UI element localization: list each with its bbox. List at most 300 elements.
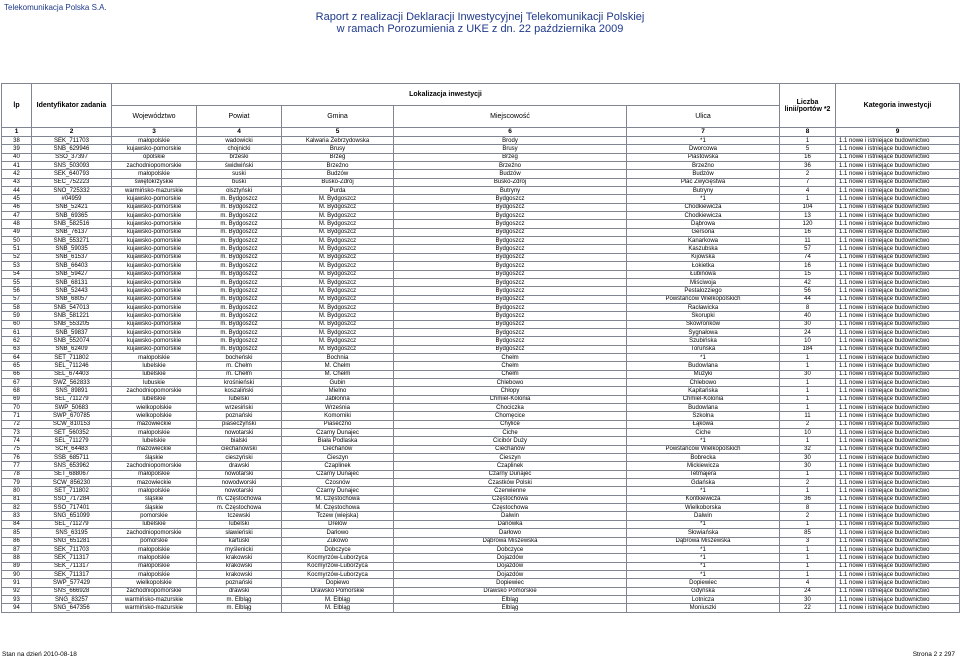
cell-lp: 83 bbox=[2, 512, 32, 520]
cell-liczba: 56 bbox=[780, 287, 836, 295]
cell-powiat: piaseczyński bbox=[197, 420, 282, 428]
cell-kategoria: 1.1 nowe i istniejące budownictwo bbox=[836, 504, 960, 512]
cell-gmina: M. Bydgoszcz bbox=[282, 245, 394, 253]
cell-powiat: wadowicki bbox=[197, 137, 282, 145]
cell-miejscowosc: Czerwienne bbox=[394, 487, 627, 495]
cell-powiat: chojnicki bbox=[197, 145, 282, 153]
cell-gmina: M. Bydgoszcz bbox=[282, 195, 394, 203]
cell-kategoria: 1.1 nowe i istniejące budownictwo bbox=[836, 570, 960, 578]
cell-miejscowosc: Drawsko Pomorskie bbox=[394, 587, 627, 595]
cell-lp: 69 bbox=[2, 395, 32, 403]
cell-powiat: m. Bydgoszcz bbox=[197, 228, 282, 236]
table-row bbox=[2, 554, 960, 562]
cell-gmina: Busko-Zdrój bbox=[282, 178, 394, 186]
cell-wojewodztwo: zachodniopomorskie bbox=[112, 387, 197, 395]
cell-liczba: 2 bbox=[780, 512, 836, 520]
cell-ulica: *1 bbox=[627, 487, 780, 495]
cell-gmina: M. Bydgoszcz bbox=[282, 212, 394, 220]
column-number: 3 bbox=[112, 128, 197, 137]
cell-lp: 90 bbox=[2, 570, 32, 578]
cell-liczba: 1 bbox=[780, 137, 836, 145]
cell-identyfikator: SEK_711317 bbox=[32, 570, 112, 578]
cell-powiat: olsztyński bbox=[197, 187, 282, 195]
table-row bbox=[2, 170, 960, 178]
table-row bbox=[2, 220, 960, 228]
cell-ulica: Miściwoja bbox=[627, 278, 780, 286]
cell-miejscowosc: Bydgoszcz bbox=[394, 337, 627, 345]
cell-identyfikator: SEK_711703 bbox=[32, 545, 112, 553]
cell-wojewodztwo: mazowieckie bbox=[112, 420, 197, 428]
cell-gmina: M. Bydgoszcz bbox=[282, 295, 394, 303]
table-row bbox=[2, 303, 960, 311]
cell-wojewodztwo: lubelskie bbox=[112, 395, 197, 403]
cell-kategoria: 1.1 nowe i istniejące budownictwo bbox=[836, 153, 960, 161]
cell-liczba: 22 bbox=[780, 604, 836, 612]
cell-powiat: m. Bydgoszcz bbox=[197, 237, 282, 245]
cell-identyfikator: SSB_685711 bbox=[32, 454, 112, 462]
cell-wojewodztwo: małopolskie bbox=[112, 470, 197, 478]
table-row bbox=[2, 595, 960, 603]
cell-liczba: 8 bbox=[780, 504, 836, 512]
cell-kategoria: 1.1 nowe i istniejące budownictwo bbox=[836, 353, 960, 361]
cell-identyfikator: SNB_581221 bbox=[32, 312, 112, 320]
cell-wojewodztwo: kujawsko-pomorskie bbox=[112, 295, 197, 303]
cell-miejscowosc: Busko-Zdrój bbox=[394, 178, 627, 186]
table-row bbox=[2, 445, 960, 453]
footer-date: Stan na dzień 2010-08-18 bbox=[2, 651, 77, 658]
cell-miejscowosc: Bydgoszcz bbox=[394, 212, 627, 220]
cell-wojewodztwo: małopolskie bbox=[112, 353, 197, 361]
cell-liczba: 1 bbox=[780, 362, 836, 370]
cell-ulica: *1 bbox=[627, 437, 780, 445]
cell-powiat: nowotarski bbox=[197, 429, 282, 437]
cell-powiat: nowotarski bbox=[197, 487, 282, 495]
cell-lp: 89 bbox=[2, 562, 32, 570]
cell-lp: 40 bbox=[2, 153, 32, 161]
cell-liczba: 1 bbox=[780, 395, 836, 403]
cell-ulica: Powstańców Wielkopolskich bbox=[627, 445, 780, 453]
cell-ulica: Toruńska bbox=[627, 345, 780, 353]
cell-identyfikator: SEK_711703 bbox=[32, 137, 112, 145]
cell-gmina: Czarny Dunajec bbox=[282, 429, 394, 437]
cell-liczba: 42 bbox=[780, 278, 836, 286]
cell-liczba: 7 bbox=[780, 178, 836, 186]
cell-powiat: m. Bydgoszcz bbox=[197, 262, 282, 270]
table-row bbox=[2, 462, 960, 470]
table-row bbox=[2, 178, 960, 186]
cell-powiat: bialski bbox=[197, 437, 282, 445]
cell-powiat: nowodworski bbox=[197, 479, 282, 487]
cell-kategoria: 1.1 nowe i istniejące budownictwo bbox=[836, 470, 960, 478]
cell-gmina: Czosnów bbox=[282, 479, 394, 487]
cell-lp: 76 bbox=[2, 454, 32, 462]
cell-powiat: m. Bydgoszcz bbox=[197, 278, 282, 286]
cell-gmina: Mielno bbox=[282, 387, 394, 395]
cell-lp: 41 bbox=[2, 162, 32, 170]
cell-liczba: 36 bbox=[780, 162, 836, 170]
cell-powiat: m. Bydgoszcz bbox=[197, 345, 282, 353]
cell-liczba: 1 bbox=[780, 387, 836, 395]
cell-lp: 45 bbox=[2, 195, 32, 203]
cell-lp: 84 bbox=[2, 520, 32, 528]
cell-ulica: Pestalozziego bbox=[627, 287, 780, 295]
cell-gmina: M. Bydgoszcz bbox=[282, 270, 394, 278]
cell-liczba: 1 bbox=[780, 437, 836, 445]
cell-gmina: M. Bydgoszcz bbox=[282, 312, 394, 320]
cell-identyfikator: SWP_670785 bbox=[32, 412, 112, 420]
cell-identyfikator: SNO_725332 bbox=[32, 187, 112, 195]
cell-kategoria: 1.1 nowe i istniejące budownictwo bbox=[836, 320, 960, 328]
cell-lp: 63 bbox=[2, 345, 32, 353]
cell-kategoria: 1.1 nowe i istniejące budownictwo bbox=[836, 545, 960, 553]
cell-kategoria: 1.1 nowe i istniejące budownictwo bbox=[836, 145, 960, 153]
cell-identyfikator: SNB_68057 bbox=[32, 295, 112, 303]
cell-kategoria: 1.1 nowe i istniejące budownictwo bbox=[836, 212, 960, 220]
cell-liczba: 5 bbox=[780, 145, 836, 153]
cell-powiat: m. Bydgoszcz bbox=[197, 195, 282, 203]
cell-powiat: m. Bydgoszcz bbox=[197, 320, 282, 328]
cell-gmina: M. Bydgoszcz bbox=[282, 220, 394, 228]
cell-powiat: krakowski bbox=[197, 570, 282, 578]
cell-ulica: Sygnałowa bbox=[627, 328, 780, 336]
cell-powiat: m. Bydgoszcz bbox=[197, 287, 282, 295]
cell-kategoria: 1.1 nowe i istniejące budownictwo bbox=[836, 404, 960, 412]
table-row bbox=[2, 345, 960, 353]
cell-gmina: Bochnia bbox=[282, 353, 394, 361]
cell-identyfikator: SNB_547013 bbox=[32, 303, 112, 311]
cell-ulica: Dalwin bbox=[627, 512, 780, 520]
cell-liczba: 15 bbox=[780, 270, 836, 278]
cell-liczba: 57 bbox=[780, 245, 836, 253]
cell-ulica: Łubinowa bbox=[627, 270, 780, 278]
cell-kategoria: 1.1 nowe i istniejące budownictwo bbox=[836, 220, 960, 228]
cell-wojewodztwo: mazowieckie bbox=[112, 479, 197, 487]
cell-ulica: *1 bbox=[627, 195, 780, 203]
cell-ulica: Mickiewicza bbox=[627, 462, 780, 470]
cell-lp: 52 bbox=[2, 253, 32, 261]
cell-gmina: Kalwaria Zebrzydowska bbox=[282, 137, 394, 145]
cell-liczba: 44 bbox=[780, 295, 836, 303]
cell-identyfikator: SCR_64483 bbox=[32, 445, 112, 453]
cell-powiat: krakowski bbox=[197, 554, 282, 562]
cell-wojewodztwo: kujawsko-pomorskie bbox=[112, 345, 197, 353]
cell-identyfikator: SEK_711317 bbox=[32, 562, 112, 570]
cell-powiat: kartuski bbox=[197, 537, 282, 545]
cell-kategoria: 1.1 nowe i istniejące budownictwo bbox=[836, 370, 960, 378]
cell-miejscowosc: Chłopy bbox=[394, 387, 627, 395]
cell-miejscowosc: Elbląg bbox=[394, 595, 627, 603]
table-row bbox=[2, 479, 960, 487]
cell-lp: 73 bbox=[2, 429, 32, 437]
investment-table bbox=[1, 83, 960, 613]
cell-kategoria: 1.1 nowe i istniejące budownictwo bbox=[836, 554, 960, 562]
cell-gmina: M. Bydgoszcz bbox=[282, 253, 394, 261]
cell-miejscowosc: Bydgoszcz bbox=[394, 312, 627, 320]
cell-miejscowosc: Częstochowa bbox=[394, 504, 627, 512]
cell-lp: 50 bbox=[2, 237, 32, 245]
cell-wojewodztwo: kujawsko-pomorskie bbox=[112, 328, 197, 336]
cell-kategoria: 1.1 nowe i istniejące budownictwo bbox=[836, 253, 960, 261]
cell-wojewodztwo: małopolskie bbox=[112, 554, 197, 562]
cell-powiat: tczewski bbox=[197, 512, 282, 520]
cell-wojewodztwo: małopolskie bbox=[112, 562, 197, 570]
cell-powiat: m. Częstochowa bbox=[197, 495, 282, 503]
cell-kategoria: 1.1 nowe i istniejące budownictwo bbox=[836, 395, 960, 403]
column-number: 4 bbox=[197, 128, 282, 137]
cell-wojewodztwo: świętokrzyskie bbox=[112, 178, 197, 186]
cell-miejscowosc: Bydgoszcz bbox=[394, 270, 627, 278]
cell-lp: 38 bbox=[2, 137, 32, 145]
cell-liczba: 8 bbox=[780, 303, 836, 311]
cell-gmina: Jabłonna bbox=[282, 395, 394, 403]
cell-miejscowosc: Bydgoszcz bbox=[394, 345, 627, 353]
cell-ulica: Chodkiewicza bbox=[627, 212, 780, 220]
cell-liczba: 16 bbox=[780, 153, 836, 161]
cell-liczba: 16 bbox=[780, 228, 836, 236]
cell-identyfikator: SEK_640793 bbox=[32, 170, 112, 178]
cell-liczba: 85 bbox=[780, 529, 836, 537]
cell-kategoria: 1.1 nowe i istniejące budownictwo bbox=[836, 479, 960, 487]
cell-liczba: 10 bbox=[780, 337, 836, 345]
cell-ulica: Dopiewiec bbox=[627, 579, 780, 587]
cell-powiat: krośnieński bbox=[197, 378, 282, 386]
cell-liczba: 1 bbox=[780, 378, 836, 386]
cell-gmina: Purda bbox=[282, 187, 394, 195]
cell-powiat: suski bbox=[197, 170, 282, 178]
table-row bbox=[2, 278, 960, 286]
cell-miejscowosc: Bydgoszcz bbox=[394, 262, 627, 270]
cell-wojewodztwo: wielkopolskie bbox=[112, 579, 197, 587]
cell-powiat: wrzesiński bbox=[197, 404, 282, 412]
cell-identyfikator: SNB_59837 bbox=[32, 328, 112, 336]
table-row bbox=[2, 404, 960, 412]
cell-wojewodztwo: kujawsko-pomorskie bbox=[112, 278, 197, 286]
cell-lp: 43 bbox=[2, 178, 32, 186]
cell-miejscowosc: Cicibór Duży bbox=[394, 437, 627, 445]
table-row bbox=[2, 187, 960, 195]
cell-wojewodztwo: kujawsko-pomorskie bbox=[112, 262, 197, 270]
cell-liczba: 1 bbox=[780, 570, 836, 578]
cell-ulica: Ciche bbox=[627, 429, 780, 437]
cell-wojewodztwo: kujawsko-pomorskie bbox=[112, 203, 197, 211]
table-row bbox=[2, 137, 960, 145]
column-number: 6 bbox=[394, 128, 627, 137]
cell-wojewodztwo: zachodniopomorskie bbox=[112, 462, 197, 470]
cell-kategoria: 1.1 nowe i istniejące budownictwo bbox=[836, 420, 960, 428]
cell-wojewodztwo: kujawsko-pomorskie bbox=[112, 337, 197, 345]
table-row bbox=[2, 195, 960, 203]
cell-kategoria: 1.1 nowe i istniejące budownictwo bbox=[836, 245, 960, 253]
cell-lp: 72 bbox=[2, 420, 32, 428]
cell-miejscowosc: Dojazdów bbox=[394, 562, 627, 570]
cell-identyfikator: SNB_59427 bbox=[32, 270, 112, 278]
cell-gmina: M. Bydgoszcz bbox=[282, 203, 394, 211]
cell-lp: 87 bbox=[2, 545, 32, 553]
cell-identyfikator: SET_688067 bbox=[32, 470, 112, 478]
cell-miejscowosc: Dopiewiec bbox=[394, 579, 627, 587]
cell-liczba: 24 bbox=[780, 328, 836, 336]
cell-miejscowosc: Bydgoszcz bbox=[394, 220, 627, 228]
cell-gmina: Biała Podlaska bbox=[282, 437, 394, 445]
cell-gmina: Gubin bbox=[282, 378, 394, 386]
column-number: 8 bbox=[780, 128, 836, 137]
cell-ulica: Skorupki bbox=[627, 312, 780, 320]
table-row bbox=[2, 429, 960, 437]
cell-liczba: 32 bbox=[780, 445, 836, 453]
cell-liczba: 1 bbox=[780, 404, 836, 412]
cell-miejscowosc: Czastków Polski bbox=[394, 479, 627, 487]
table-row bbox=[2, 412, 960, 420]
cell-liczba: 1 bbox=[780, 554, 836, 562]
cell-ulica: *1 bbox=[627, 570, 780, 578]
cell-wojewodztwo: warmińsko-mazurskie bbox=[112, 187, 197, 195]
cell-gmina: M. Bydgoszcz bbox=[282, 228, 394, 236]
cell-kategoria: 1.1 nowe i istniejące budownictwo bbox=[836, 562, 960, 570]
cell-lp: 85 bbox=[2, 529, 32, 537]
cell-miejscowosc: Ciechanów bbox=[394, 445, 627, 453]
cell-liczba: 11 bbox=[780, 412, 836, 420]
header-miejscowosc: Miejscowość bbox=[394, 106, 627, 128]
cell-gmina: Drawsko Pomorskie bbox=[282, 587, 394, 595]
cell-powiat: poznański bbox=[197, 579, 282, 587]
cell-identyfikator: SNG_651281 bbox=[32, 537, 112, 545]
table-row bbox=[2, 212, 960, 220]
table-row bbox=[2, 245, 960, 253]
cell-miejscowosc: Darłowo bbox=[394, 529, 627, 537]
column-number: 7 bbox=[627, 128, 780, 137]
cell-miejscowosc: Elbląg bbox=[394, 604, 627, 612]
cell-wojewodztwo: małopolskie bbox=[112, 137, 197, 145]
table-row bbox=[2, 262, 960, 270]
cell-ulica: Dworcowa bbox=[627, 145, 780, 153]
cell-identyfikator: SET_560352 bbox=[32, 429, 112, 437]
cell-powiat: m. Bydgoszcz bbox=[197, 220, 282, 228]
cell-gmina: Piaseczno bbox=[282, 420, 394, 428]
cell-ulica: Piastowska bbox=[627, 153, 780, 161]
cell-kategoria: 1.1 nowe i istniejące budownictwo bbox=[836, 412, 960, 420]
cell-identyfikator: SEL_674403 bbox=[32, 370, 112, 378]
cell-gmina: Kocmyrzów-Luborzyca bbox=[282, 554, 394, 562]
cell-wojewodztwo: kujawsko-pomorskie bbox=[112, 270, 197, 278]
cell-miejscowosc: Danówka bbox=[394, 520, 627, 528]
header-row-top bbox=[2, 84, 960, 106]
cell-ulica: Dąbrowa Miszewska bbox=[627, 537, 780, 545]
cell-gmina: M. Chełm bbox=[282, 370, 394, 378]
cell-identyfikator: SNG_83257 bbox=[32, 595, 112, 603]
table-row bbox=[2, 370, 960, 378]
cell-lp: 67 bbox=[2, 378, 32, 386]
cell-lp: 66 bbox=[2, 370, 32, 378]
cell-gmina: Cieszyn bbox=[282, 454, 394, 462]
cell-identyfikator: SNG_651099 bbox=[32, 512, 112, 520]
table-row bbox=[2, 228, 960, 236]
cell-miejscowosc: Chylice bbox=[394, 420, 627, 428]
header-liczba-linii: Liczba linii/portów *2 bbox=[780, 84, 836, 128]
cell-liczba: 30 bbox=[780, 454, 836, 462]
cell-ulica: Chmiel-Kolonia bbox=[627, 395, 780, 403]
cell-identyfikator: SNB_552074 bbox=[32, 337, 112, 345]
cell-kategoria: 1.1 nowe i istniejące budownictwo bbox=[836, 203, 960, 211]
cell-miejscowosc: Bydgoszcz bbox=[394, 295, 627, 303]
cell-ulica: Lotnicza bbox=[627, 595, 780, 603]
header-lp: lp bbox=[2, 84, 32, 128]
cell-identyfikator: SNB_59035 bbox=[32, 245, 112, 253]
cell-wojewodztwo: kujawsko-pomorskie bbox=[112, 287, 197, 295]
cell-identyfikator: SNB_553205 bbox=[32, 320, 112, 328]
table-row bbox=[2, 512, 960, 520]
column-number-row bbox=[2, 128, 960, 137]
cell-liczba: 11 bbox=[780, 237, 836, 245]
cell-liczba: 1 bbox=[780, 353, 836, 361]
cell-lp: 80 bbox=[2, 487, 32, 495]
cell-kategoria: 1.1 nowe i istniejące budownictwo bbox=[836, 187, 960, 195]
cell-gmina: M. Bydgoszcz bbox=[282, 320, 394, 328]
cell-wojewodztwo: lubelskie bbox=[112, 437, 197, 445]
cell-identyfikator: SSO_717284 bbox=[32, 495, 112, 503]
column-number: 5 bbox=[282, 128, 394, 137]
cell-kategoria: 1.1 nowe i istniejące budownictwo bbox=[836, 387, 960, 395]
cell-liczba: 36 bbox=[780, 495, 836, 503]
cell-gmina: Brzeźno bbox=[282, 162, 394, 170]
cell-ulica: Brzeźno bbox=[627, 162, 780, 170]
cell-liczba: 2 bbox=[780, 170, 836, 178]
cell-liczba: 104 bbox=[780, 203, 836, 211]
cell-identyfikator: SNB_52421 bbox=[32, 203, 112, 211]
cell-gmina: Brzeg bbox=[282, 153, 394, 161]
cell-ulica: *1 bbox=[627, 554, 780, 562]
cell-identyfikator: SWZ_562833 bbox=[32, 378, 112, 386]
cell-gmina: Dobczyce bbox=[282, 545, 394, 553]
cell-wojewodztwo: śląskie bbox=[112, 495, 197, 503]
cell-liczba: 24 bbox=[780, 587, 836, 595]
cell-powiat: m. Chełm bbox=[197, 370, 282, 378]
cell-wojewodztwo: kujawsko-pomorskie bbox=[112, 195, 197, 203]
cell-kategoria: 1.1 nowe i istniejące budownictwo bbox=[836, 328, 960, 336]
cell-liczba: 2 bbox=[780, 420, 836, 428]
cell-gmina: Budzów bbox=[282, 170, 394, 178]
table-row bbox=[2, 454, 960, 462]
cell-lp: 86 bbox=[2, 537, 32, 545]
cell-lp: 49 bbox=[2, 228, 32, 236]
cell-kategoria: 1.1 nowe i istniejące budownictwo bbox=[836, 162, 960, 170]
header-kategoria: Kategoria inwestycji bbox=[836, 84, 960, 128]
cell-miejscowosc: Bydgoszcz bbox=[394, 303, 627, 311]
cell-ulica: Wielkoborska bbox=[627, 504, 780, 512]
cell-powiat: m. Bydgoszcz bbox=[197, 245, 282, 253]
cell-lp: 58 bbox=[2, 303, 32, 311]
cell-powiat: cieszyński bbox=[197, 454, 282, 462]
cell-wojewodztwo: warmińsko-mazurskie bbox=[112, 595, 197, 603]
table-row bbox=[2, 487, 960, 495]
cell-miejscowosc: Bydgoszcz bbox=[394, 278, 627, 286]
company-name: Telekomunikacja Polska S.A. bbox=[4, 3, 107, 12]
cell-wojewodztwo: śląskie bbox=[112, 504, 197, 512]
cell-lp: 77 bbox=[2, 462, 32, 470]
table-row bbox=[2, 237, 960, 245]
cell-wojewodztwo: kujawsko-pomorskie bbox=[112, 237, 197, 245]
cell-kategoria: 1.1 nowe i istniejące budownictwo bbox=[836, 579, 960, 587]
cell-ulica: Gdańska bbox=[627, 479, 780, 487]
cell-powiat: lubelski bbox=[197, 395, 282, 403]
cell-kategoria: 1.1 nowe i istniejące budownictwo bbox=[836, 337, 960, 345]
cell-gmina: Czarny Dunajec bbox=[282, 487, 394, 495]
cell-kategoria: 1.1 nowe i istniejące budownictwo bbox=[836, 295, 960, 303]
cell-identyfikator: SET_711802 bbox=[32, 353, 112, 361]
cell-wojewodztwo: zachodniopomorskie bbox=[112, 529, 197, 537]
cell-identyfikator: SNS_666928 bbox=[32, 587, 112, 595]
cell-gmina: M. Częstochowa bbox=[282, 495, 394, 503]
cell-gmina: M. Bydgoszcz bbox=[282, 303, 394, 311]
